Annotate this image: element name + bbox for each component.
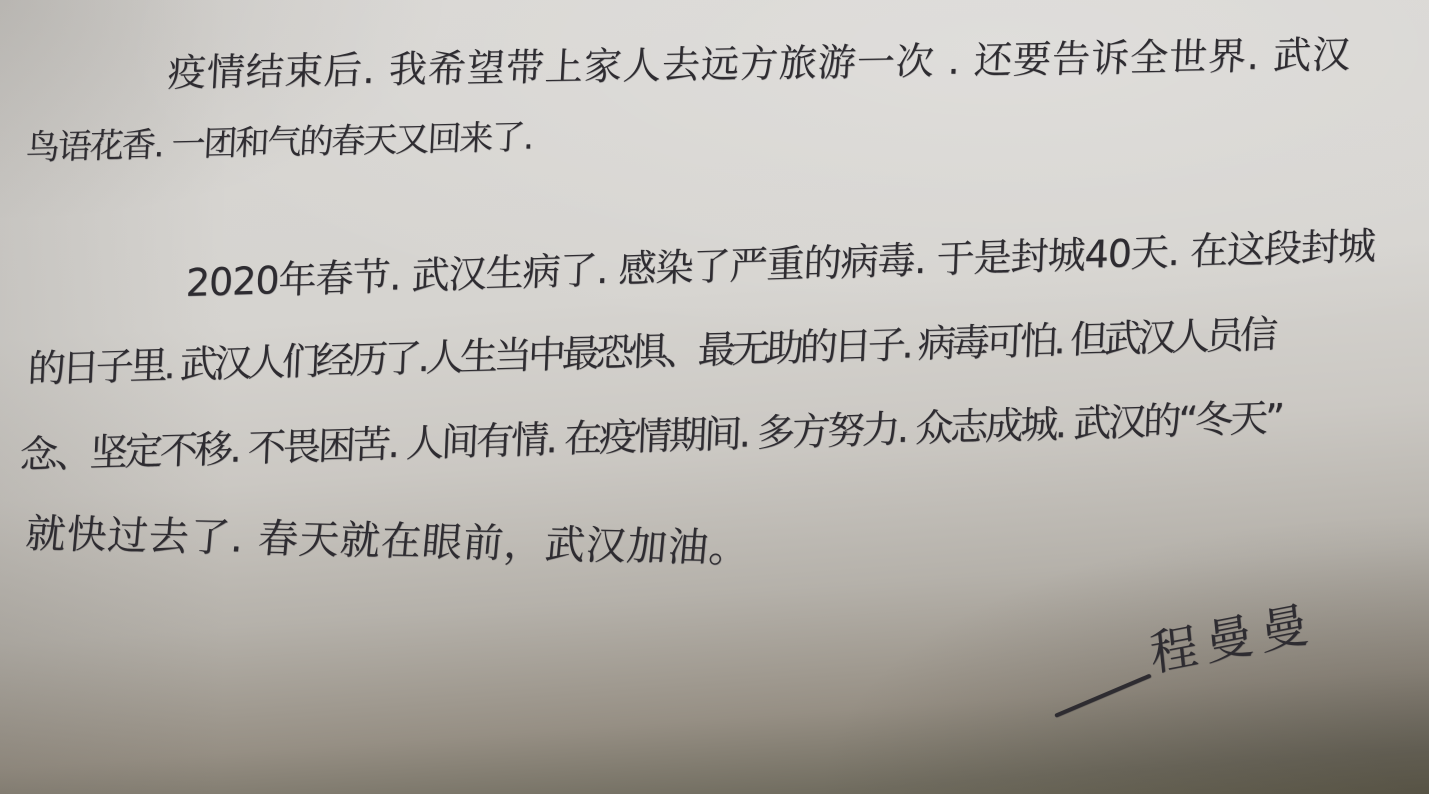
handwriting-line-3: 2020年春节. 武汉生病了. 感染了严重的病毒. 于是封城40天. 在这段封城 [185, 223, 1376, 306]
handwriting-line-6: 就快过去了. 春天就在眼前，武汉加油。 [23, 511, 753, 573]
signature-dash-line [1054, 674, 1151, 718]
handwriting-line-1: 疫情结束后. 我希望带上家人去远方旅游一次 . 还要告诉全世界. 武汉 [166, 32, 1353, 96]
handwriting-line-4: 的日子里. 武汉人们经历了.人生当中最恐惧、最无助的日子. 病毒可怕. 但武汉人员信 [26, 312, 1275, 392]
signature-name: 程曼曼 [1147, 594, 1319, 683]
handwriting-line-2: 鸟语花香. 一团和气的春天又回来了. [24, 117, 534, 169]
handwriting-line-5: 念、坚定不移. 不畏困苦. 人间有情. 在疫情期间. 多方努力. 众志成城. 武汉的“冬天” [18, 395, 1283, 478]
